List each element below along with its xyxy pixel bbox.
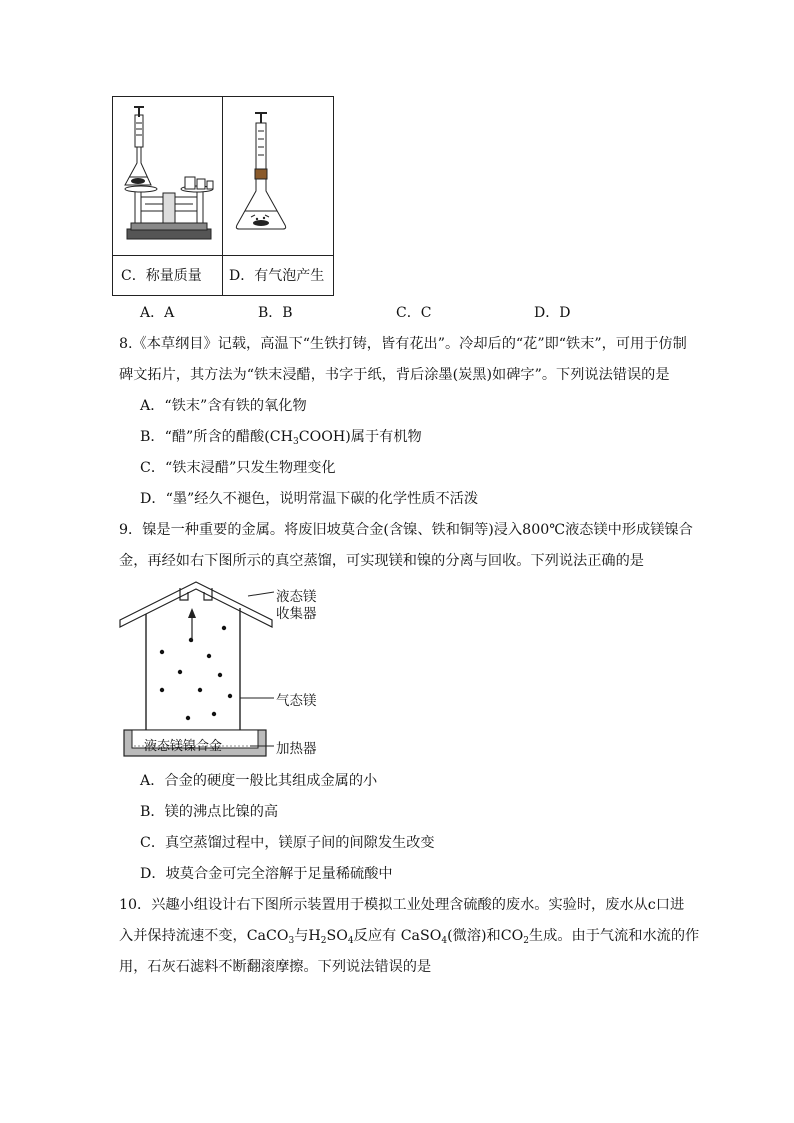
text: COOH)属于有机物 [298, 429, 422, 445]
q8-option-c[interactable]: C．“铁末浸醋”只发生物理变化 [140, 460, 336, 476]
q8-stem-line2: 碑文拓片，其方法为“铁末浸醋，书字于纸，背后涂墨(炭黑)如碑字”。下列说法错误的是 [119, 367, 670, 383]
label-leader-lines [240, 586, 280, 756]
q9-stem-line2: 金，再经如右下图所示的真空蒸馏，可实现镁和镍的分离与回收。下列说法正确的是 [119, 553, 644, 569]
option-a[interactable]: A．A [140, 305, 175, 321]
q8-stem-line1: 8.《本草纲目》记载，高温下“生铁打铸，皆有花出”。冷却后的“花”即“铁末”，可用于仿制 [119, 336, 687, 352]
text: 生成。由于气流和水流的作 [528, 928, 700, 944]
q8-option-a[interactable]: A．“铁末”含有铁的氧化物 [140, 398, 307, 414]
q10-stem-line1: 10．兴趣小组设计右下图所示装置用于模拟工业处理含硫酸的废水。实验时，废水从c口进 [119, 897, 685, 913]
q9-option-b[interactable]: B．镁的沸点比镍的高 [140, 804, 279, 820]
q9-stem-line1: 9．镍是一种重要的金属。将废旧坡莫合金(含镍、铁和铜等)浸入800℃液态镁中形成镁镍合 [119, 522, 693, 538]
text: (微溶)和CO [447, 928, 524, 944]
q7-figure-table [112, 96, 334, 296]
option-c-cell-label: C．称量质量 [121, 268, 202, 284]
collector-label-2: 收集器 [276, 606, 317, 622]
text: B．“醋”所含的醋酸(CH [140, 429, 294, 445]
option-b[interactable]: B．B [258, 305, 293, 321]
table-divider [113, 255, 333, 256]
text: 反应有 CaSO [353, 928, 442, 944]
option-d-cell-label: D．有气泡产生 [229, 268, 325, 284]
flask-bubbles-illustration [231, 111, 321, 247]
q9-option-d[interactable]: D．坡莫合金可完全溶解于足量稀硫酸中 [140, 866, 393, 882]
subscript: 4 [441, 936, 448, 946]
text: 与H [294, 928, 321, 944]
subscript: 3 [293, 437, 299, 447]
table-divider [222, 97, 223, 295]
text: 入并保持流速不变，CaCO [119, 928, 289, 944]
collector-label-1: 液态镁 [276, 589, 317, 605]
q9-option-a[interactable]: A．合金的硬度一般比其组成金属的小 [140, 773, 378, 789]
text: SO [326, 928, 348, 944]
q10-stem-line2 [119, 927, 699, 950]
subscript: 4 [347, 936, 354, 946]
balance-weighing-illustration [119, 105, 217, 245]
q10-stem-line3: 用，石灰石滤料不断翻滚摩擦。下列说法错误的是 [119, 959, 432, 975]
option-d[interactable]: D．D [534, 305, 571, 321]
subscript: 3 [288, 936, 295, 946]
liquid-alloy-label: 液态镁镍合金 [144, 739, 223, 754]
gas-magnesium-label: 气态镁 [276, 693, 317, 709]
subscript: 2 [320, 936, 327, 946]
option-c[interactable]: C．C [396, 305, 432, 321]
q9-option-c[interactable]: C．真空蒸馏过程中，镁原子间的间隙发生改变 [140, 835, 435, 851]
heater-label: 加热器 [276, 741, 317, 757]
q8-option-d[interactable]: D．“墨”经久不褪色，说明常温下碳的化学性质不活泼 [140, 491, 479, 507]
q8-option-b[interactable] [140, 428, 422, 451]
subscript: 2 [523, 936, 529, 946]
